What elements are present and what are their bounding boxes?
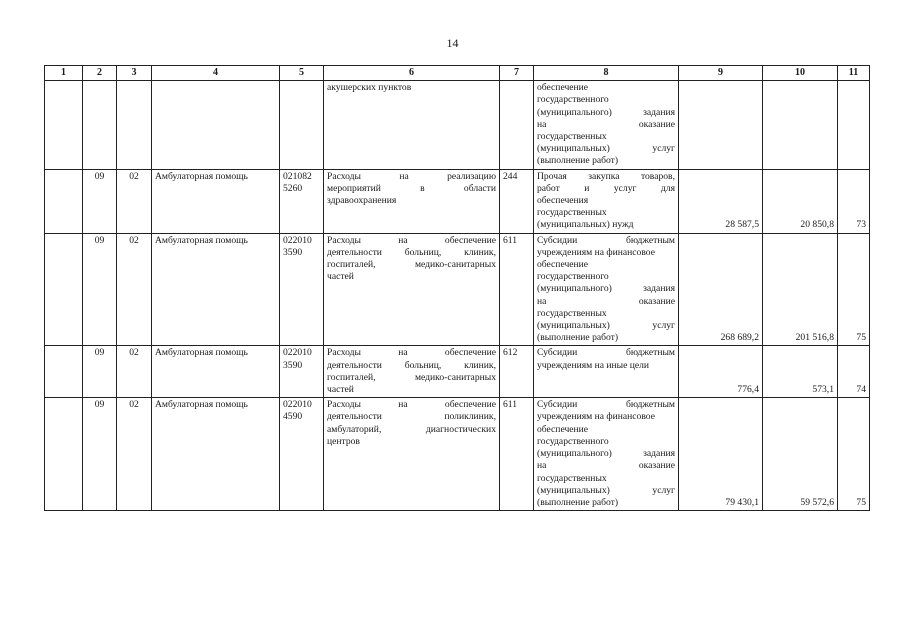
cell-actual: 59 572,6: [763, 398, 838, 511]
cell-section: 09: [83, 346, 117, 398]
cell-description: Расходы на реализацию мероприятий в области здравоохранения: [324, 169, 500, 233]
cell-expense-type: 612: [500, 346, 534, 398]
cell-expense-name: Субсидии бюджетным учреждениям на иные цели: [534, 346, 679, 398]
header-cell: 11: [838, 66, 870, 81]
cell-col2: [45, 81, 83, 169]
table-row: [45, 398, 870, 511]
cell-description: Расходы на обеспечение деятельности больниц, клиник, госпиталей, медико-санитарных частей: [324, 346, 500, 398]
header-cell: 4: [152, 66, 280, 81]
cell-subsection: 02: [117, 233, 152, 346]
cell-actual: [763, 81, 838, 169]
cell-subsection: [117, 81, 152, 169]
cell-plan: 28 587,5: [679, 169, 763, 233]
cell-plan: 268 689,2: [679, 233, 763, 346]
cell-target-code: 022010 3590: [280, 346, 324, 398]
cell-actual: 201 516,8: [763, 233, 838, 346]
cell-percent: 75: [838, 398, 870, 511]
page-number: 14: [446, 36, 459, 50]
cell-plan: 79 430,1: [679, 398, 763, 511]
cell-percent: 73: [838, 169, 870, 233]
cell-target-code: 022010 4590: [280, 398, 324, 511]
cell-subsection-name: Амбулаторная помощь: [152, 169, 280, 233]
header-cell: 3: [117, 66, 152, 81]
table-row: [45, 233, 870, 346]
budget-table: [44, 65, 870, 511]
cell-expense-type: 611: [500, 398, 534, 511]
cell-target-code: [280, 81, 324, 169]
cell-subsection: 02: [117, 346, 152, 398]
cell-expense-name: обеспечение государственного (муниципального) задания на оказание государственных (муниципальных) услуг (выполнение работ): [534, 81, 679, 169]
cell-subsection-name: Амбулаторная помощь: [152, 233, 280, 346]
header-cell: 9: [679, 66, 763, 81]
cell-subsection: 02: [117, 398, 152, 511]
cell-percent: 75: [838, 233, 870, 346]
cell-subsection-name: [152, 81, 280, 169]
cell-description: Расходы на обеспечение деятельности больниц, клиник, госпиталей, медико-санитарных частей: [324, 233, 500, 346]
cell-target-code: 021082 5260: [280, 169, 324, 233]
header-cell: 10: [763, 66, 838, 81]
header-cell: 7: [500, 66, 534, 81]
header-cell: 2: [83, 66, 117, 81]
cell-percent: [838, 81, 870, 169]
header-cell: 8: [534, 66, 679, 81]
cell-expense-type: [500, 81, 534, 169]
cell-target-code: 022010 3590: [280, 233, 324, 346]
header-cell: 6: [324, 66, 500, 81]
cell-expense-name: Субсидии бюджетным учреждениям на финансовое обеспечение государственного (муниципального) задания на оказание государственных (муниципальных) услуг (выполнение работ): [534, 233, 679, 346]
table-row: [45, 346, 870, 398]
cell-subsection: 02: [117, 169, 152, 233]
cell-section: [83, 81, 117, 169]
table-row: [45, 81, 870, 169]
cell-description: Расходы на обеспечение деятельности поликлиник, амбулаторий, диагностических центров: [324, 398, 500, 511]
cell-subsection-name: Амбулаторная помощь: [152, 346, 280, 398]
cell-expense-type: 611: [500, 233, 534, 346]
cell-actual: 573,1: [763, 346, 838, 398]
cell-section: 09: [83, 398, 117, 511]
header-cell: 5: [280, 66, 324, 81]
cell-section: 09: [83, 233, 117, 346]
cell-plan: [679, 81, 763, 169]
cell-expense-name: Субсидии бюджетным учреждениям на финансовое обеспечение государственного (муниципального) задания на оказание государственных (муниципальных) услуг (выполнение работ): [534, 398, 679, 511]
header-row: [45, 66, 870, 81]
cell-subsection-name: Амбулаторная помощь: [152, 398, 280, 511]
cell-percent: 74: [838, 346, 870, 398]
cell-expense-name: Прочая закупка товаров, работ и услуг для обеспечения государственных (муниципальных) нужд: [534, 169, 679, 233]
cell-section: 09: [83, 169, 117, 233]
cell-description: [324, 81, 500, 169]
cell-actual: 20 850,8: [763, 169, 838, 233]
header-cell: 1: [45, 66, 83, 81]
cell-plan: 776,4: [679, 346, 763, 398]
description-line: акушерских пунктов: [327, 82, 412, 94]
table-row: [45, 169, 870, 233]
cell-expense-type: 244: [500, 169, 534, 233]
